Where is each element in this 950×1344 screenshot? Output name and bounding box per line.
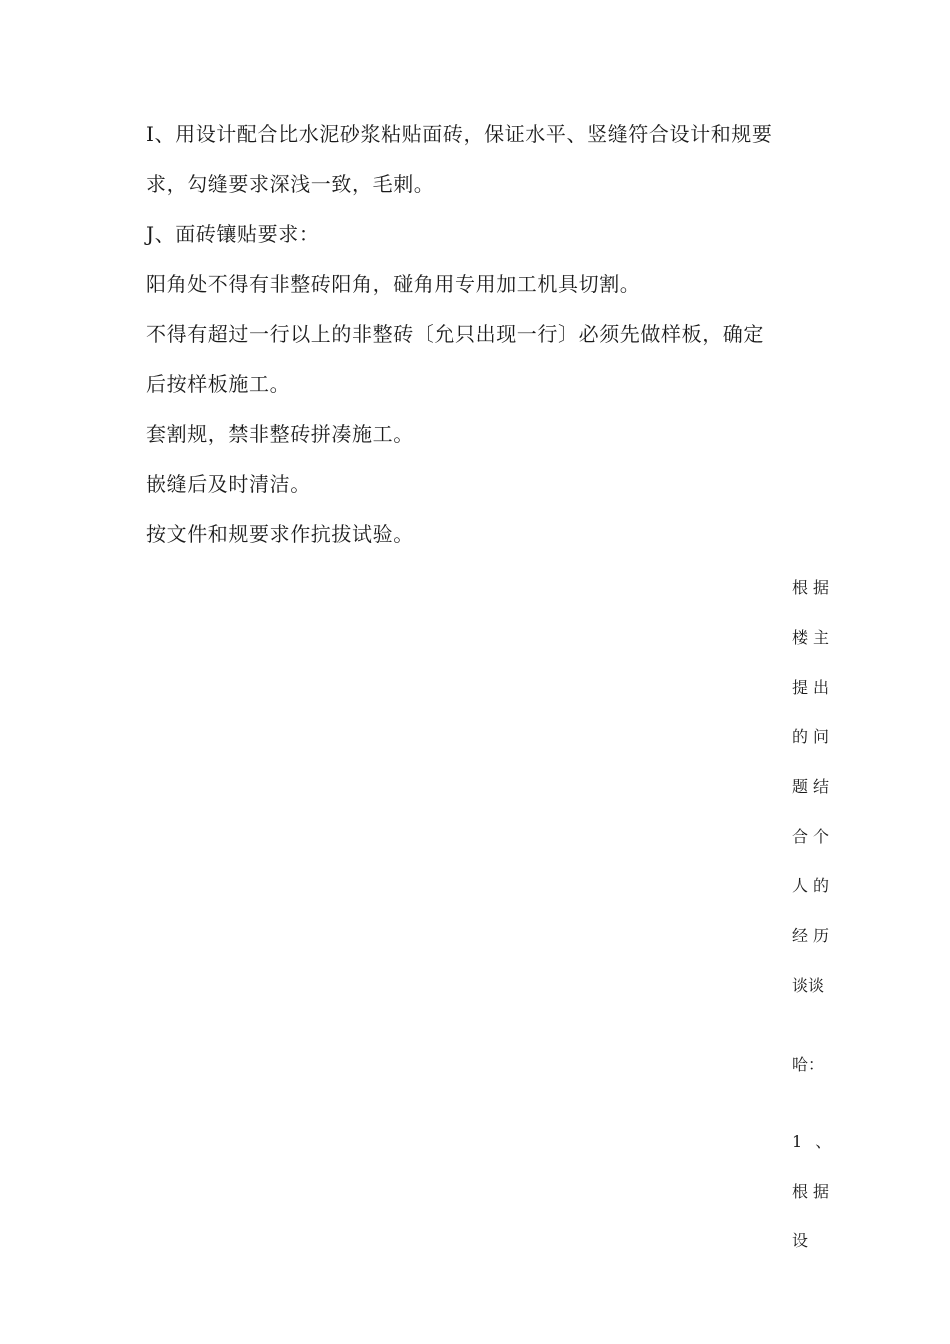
side-text-line: 人的 [792, 876, 835, 895]
side-text-line: 合个 [792, 827, 835, 846]
side-text-line: 经历 [792, 926, 835, 945]
paragraph-line: 套割规，禁非整砖拼凑施工。 [146, 422, 414, 446]
paragraph-line: 不得有超过一行以上的非整砖〔允只出现一行〕必须先做样板，确定 [146, 322, 764, 346]
side-text-line: 根据 [792, 578, 835, 597]
paragraph-line: 按文件和规要求作抗拔试验。 [146, 522, 414, 546]
side-text-line: 提出 [792, 678, 835, 697]
side-text-line: 设 [792, 1231, 814, 1250]
side-text-line: 1 、 [792, 1132, 836, 1151]
paragraph-line: I、用设计配合比水泥砂浆粘贴面砖，保证水平、竖缝符合设计和规要 [146, 122, 773, 146]
paragraph-line: 求，勾缝要求深浅一致，毛刺。 [146, 172, 435, 196]
paragraph-line: 后按样板施工。 [146, 372, 291, 396]
side-text-line: 哈： [792, 1055, 825, 1074]
side-text-line: 题结 [792, 777, 835, 796]
paragraph-line: J、面砖镶贴要求： [146, 222, 320, 246]
paragraph-line: 阳角处不得有非整砖阳角，碰角用专用加工机具切割。 [146, 272, 641, 296]
side-text-line: 谈谈 [792, 976, 825, 995]
side-text-line: 的问 [792, 727, 835, 746]
paragraph-line: 嵌缝后及时清洁。 [146, 472, 311, 496]
side-text-line: 根据 [792, 1182, 835, 1201]
side-text-line: 楼主 [792, 628, 835, 647]
